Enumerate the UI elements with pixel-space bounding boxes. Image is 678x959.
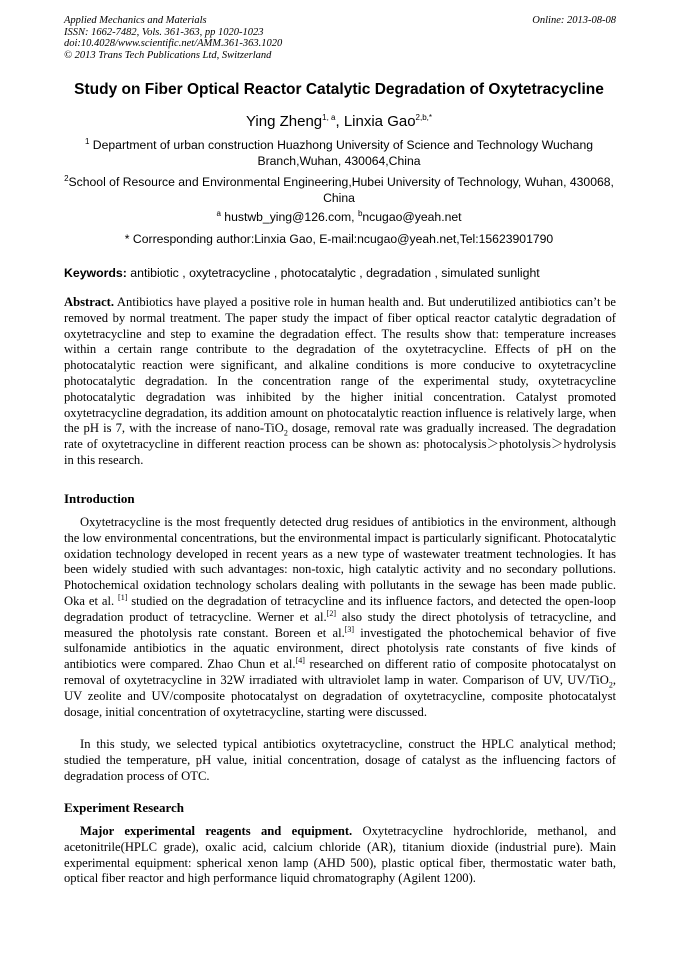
keywords <box>64 266 616 280</box>
paragraph-text: , UV zeolite and UV/composite photocatalyst on degradation of oxytetracycline, composite photocatalyst dosage, initial concentration of oxytetracycline, starting were discussed. <box>64 672 616 719</box>
citation: [3] <box>344 624 355 634</box>
citation: [1] <box>118 592 128 602</box>
abstract-label: Abstract. <box>64 295 115 309</box>
section-heading-introduction: Introduction <box>64 491 135 506</box>
keywords-text: antibiotic , oxytetracycline , photocatalytic , degradation , simulated sunlight <box>126 266 540 280</box>
section-heading-experiment: Experiment Research <box>64 800 184 815</box>
citation: [4] <box>295 655 305 665</box>
affiliation-mark: 2 <box>64 173 69 183</box>
author-name: Ying Zheng <box>245 113 323 130</box>
experiment-paragraph <box>64 824 616 887</box>
experiment-subheading: Major experimental reagents and equipment. <box>80 824 353 838</box>
citation: [2] <box>326 608 336 618</box>
email-text: ncugao@yeah.net <box>362 210 462 224</box>
journal-header <box>64 15 616 61</box>
paragraph-text: also study the direct photolysis of tetracycline, and measured the photolysis rate constant. Boreen et al. <box>64 609 616 640</box>
abstract <box>64 295 616 469</box>
journal-name: Applied Mechanics and Materials <box>64 15 207 26</box>
issn-line: ISSN: 1662-7482, Vols. 361-363, pp 1020-1023 <box>64 26 264 38</box>
author-superscript: 1, a <box>322 113 336 122</box>
doi-line: doi:10.4028/www.scientific.net/AMM.361-363.1020 <box>64 38 283 49</box>
corresponding-author: * Corresponding author:Linxia Gao, E-mail:ncugao@yeah.net,Tel:15623901790 <box>124 232 554 246</box>
subscript: 2 <box>608 680 613 690</box>
author-superscript: 2,b,* <box>415 113 433 122</box>
paragraph-text: Oxytetracycline is the most frequently detected drug residues of antibiotics in the environment, although the low environmental concentrations, but the environmental impact is particularly significant. Photocatalytic oxidation technology developed in recent years as a new type of wastewater treatment technologies. It has been widely studied with such advantages: non-toxic, high catalytic activity and no secondary pollutions. Photochemical oxidation technology scholars dealing with pollutants in the sewage has been made public. Oka et al. <box>64 515 616 608</box>
affiliation-text: School of Resource and Environmental Engineering,Hubei University of Technology, Wuhan, 430068, China <box>68 175 614 205</box>
author-line <box>40 113 638 130</box>
affiliation-1 <box>64 137 614 169</box>
email-text: hustwb_ying@126.com, <box>220 210 358 224</box>
paragraph-text: studied on the degradation of tetracycline and its influence factors, and detected the open-loop degradation product of tetracycline. Werner et al. <box>64 593 616 624</box>
abstract-text: Antibiotics have played a positive role in human health and. But underutilized antibiotics can’t be removed by normal treatment. The paper study the impact of fiber optical reactor catalytic degradation of oxytetracycline and step to examine the degradation effect. The results show that: temperature increases within a certain range contribute to the degradation of the oxytetracycline. Effects of pH on the photocatalytic reaction were significant, and alkaline conditions is more conducive to oxytetracycline photocatalytic degradation. In the concentration range of the experimental study, oxytetracycline photocatalytic degradation was inhibited by the higher initial concentration. Catalyst promoted oxytetracycline degradation, its addition amount on photocatalytic reaction influence is relatively large, when the pH is 7, with the increase of nano-TiO <box>64 295 616 436</box>
online-date: Online: 2013-08-08 <box>532 15 616 26</box>
paragraph-text: researched on different ratio of composite photocatalyst on removal of oxytetracycline in 32W irradiated with ultraviolet lamp in water. Comparison of UV, UV/TiO <box>64 657 616 687</box>
affiliation-mark: 1 <box>84 136 90 146</box>
author-name: Linxia Gao <box>343 113 416 130</box>
copyright-line: © 2013 Trans Tech Publications Ltd, Switzerland <box>64 49 272 61</box>
email-line <box>64 209 614 225</box>
author-separator: , <box>335 113 344 130</box>
paragraph-text: Oxytetracycline hydrochloride, methanol, and acetonitrile(HPLC grade), oxalic acid, calcium chloride (AR), titanium dioxide (industrial pure). Main experimental equipment: spherical xenon lamp (AHD 500), plastic optical fiber, thermostatic water bath, optical fiber reactor and high performance liquid chromatography (Agilent 1200). <box>64 824 616 886</box>
email-mark: a <box>216 208 221 218</box>
paper-title: Study on Fiber Optical Reactor Catalytic Degradation of Oxytetracycline <box>74 81 604 98</box>
subscript: 2 <box>283 428 288 438</box>
introduction-paragraph-1 <box>64 515 616 720</box>
affiliation-text: Department of urban construction Huazhong University of Science and Technology Wuchang Branch,Wuhan, 430064,China <box>89 138 594 168</box>
abstract-text: dosage, removal rate was gradually increased. The degradation rate of oxytetracycline in different reaction process can be shown as: photocalysis＞photolysis＞hydrolysis in this research. <box>64 421 617 467</box>
affiliation-2 <box>64 174 614 206</box>
email-mark: b <box>357 208 363 218</box>
introduction-paragraph-2: In this study, we selected typical antibiotics oxytetracycline, construct the HPLC analytical method; studied the temperature, pH value, initial concentration, dosage of catalyst as the influencing factors of degradation process of OTC. <box>64 737 616 783</box>
paragraph-text: investigated the photochemical behavior of five sulfonamide antibiotics in the aquatic environment, direct photolysis rate constants of five kinds of antibiotics were compared. Zhao Chun et al. <box>64 625 616 672</box>
keywords-label: Keywords: <box>64 266 127 280</box>
